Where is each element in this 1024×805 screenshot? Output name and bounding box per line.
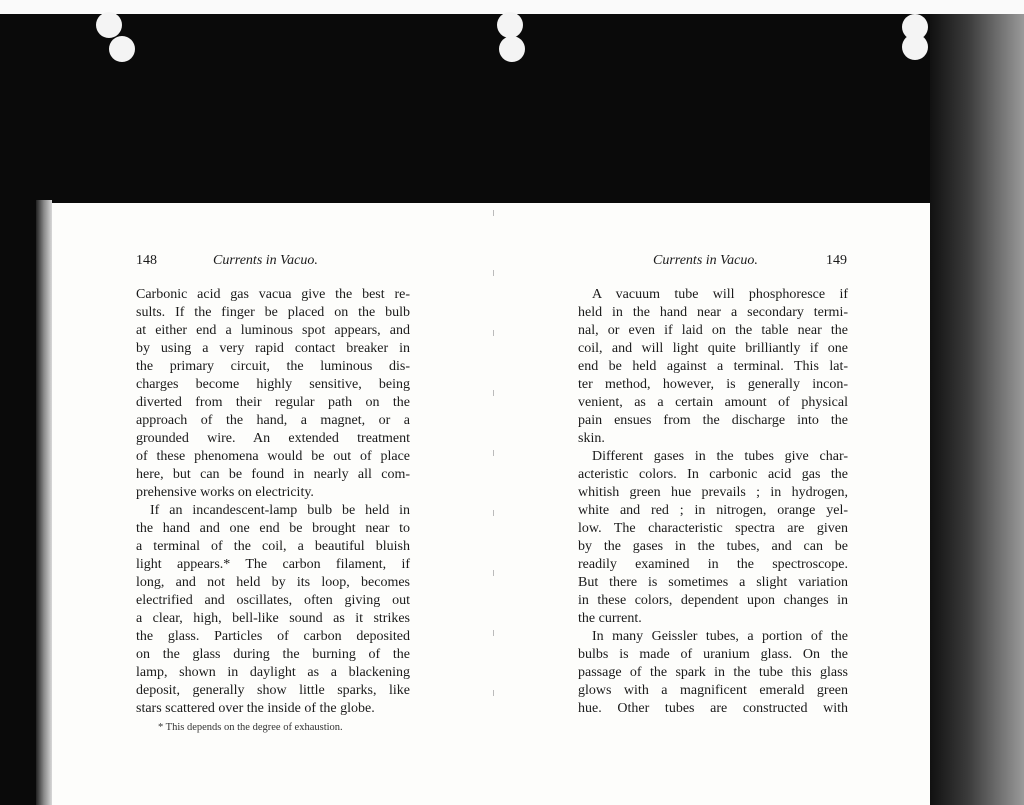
- text-line: [578, 664, 848, 682]
- text-line: [136, 628, 410, 646]
- text-line-content: sults. If the finger be placed on the bulb: [136, 305, 410, 320]
- text-line-content: approach of the hand, a magnet, or a: [136, 413, 410, 428]
- text-line: [578, 484, 848, 502]
- text-line-content: the hand and one end be brought near to: [136, 521, 410, 536]
- text-line-content: white and red ; in nitrogen, orange yel-: [578, 503, 848, 518]
- text-line: [578, 430, 848, 448]
- text-line-content: hue. Other tubes are constructed with: [578, 701, 848, 716]
- text-line: [592, 448, 848, 466]
- text-line-content: long, and not held by its loop, becomes: [136, 575, 410, 590]
- punch-hole: [497, 12, 523, 38]
- text-line: [136, 646, 410, 664]
- footnote: * This depends on the degree of exhaustion.: [158, 722, 343, 733]
- text-line-content: a terminal of the coil, a beautiful bluish: [136, 539, 410, 554]
- text-line: [578, 394, 848, 412]
- text-line-content: the primary circuit, the luminous dis-: [136, 359, 410, 374]
- text-line: [578, 682, 848, 700]
- text-line: [578, 646, 848, 664]
- text-line: [578, 538, 848, 556]
- text-line-content: on the glass during the burning of the: [136, 647, 410, 662]
- text-line: [136, 448, 410, 466]
- text-line-content: coil, and will light quite brilliantly if one: [578, 341, 848, 356]
- text-line: [578, 520, 848, 538]
- text-line-content: ter method, however, is generally incon-: [578, 377, 848, 392]
- text-line-content: whitish green hue prevails ; in hydrogen,: [578, 485, 848, 500]
- text-line-content: Carbonic acid gas vacua give the best re-: [136, 287, 410, 302]
- running-title: Currents in Vacuo.: [653, 253, 758, 268]
- book-edge: [36, 200, 52, 805]
- text-line: [578, 574, 848, 592]
- punch-hole: [109, 36, 135, 62]
- text-line: [578, 340, 848, 358]
- text-line: [578, 376, 848, 394]
- text-line: [578, 610, 848, 628]
- text-line-content: pain ensues from the discharge into the: [578, 413, 848, 428]
- text-line: [136, 592, 410, 610]
- text-line: [150, 502, 410, 520]
- text-line: [578, 412, 848, 430]
- text-line: [578, 304, 848, 322]
- text-line-content: stars scattered over the inside of the globe.: [136, 701, 375, 716]
- text-line-content: glows with a magnificent emerald green: [578, 683, 848, 698]
- text-line: [136, 430, 410, 448]
- text-line-content: deposit, generally show little sparks, like: [136, 683, 410, 698]
- punch-hole: [902, 34, 928, 60]
- text-line: [578, 358, 848, 376]
- text-line: [136, 520, 410, 538]
- text-line: [136, 664, 410, 682]
- text-line-content: In many Geissler tubes, a portion of the: [592, 629, 848, 644]
- text-line: [136, 610, 410, 628]
- text-line: [136, 394, 410, 412]
- text-line: [136, 376, 410, 394]
- text-line-content: A vacuum tube will phosphoresce if: [592, 287, 848, 302]
- text-line-content: the glass. Particles of carbon deposited: [136, 629, 410, 644]
- text-line-content: passage of the spark in the tube this glass: [578, 665, 848, 680]
- text-line: [136, 286, 410, 304]
- text-line-content: venient, as a certain amount of physical: [578, 395, 848, 410]
- text-line: [136, 556, 410, 574]
- text-line: [578, 502, 848, 520]
- text-line-content: prehensive works on electricity.: [136, 485, 314, 500]
- book-gutter: [493, 210, 494, 750]
- text-line-content: light appears.* The carbon filament, if: [136, 557, 410, 572]
- page-number: 149: [826, 253, 847, 268]
- text-line-content: Different gases in the tubes give char-: [592, 449, 848, 464]
- text-line: [136, 466, 410, 484]
- text-line-content: charges become highly sensitive, being: [136, 377, 410, 392]
- text-line-content: held in the hand near a secondary termi-: [578, 305, 848, 320]
- text-line: [578, 322, 848, 340]
- scan-right-shadow: [930, 14, 1024, 805]
- text-line-content: lamp, shown in daylight as a blackening: [136, 665, 410, 680]
- text-line-content: by using a very rapid contact breaker in: [136, 341, 410, 356]
- text-line: [136, 574, 410, 592]
- text-line: [136, 340, 410, 358]
- text-line: [592, 628, 848, 646]
- text-line-content: by the gases in the tubes, and can be: [578, 539, 848, 554]
- text-line-content: nal, or even if laid on the table near the: [578, 323, 848, 338]
- running-title: Currents in Vacuo.: [213, 253, 318, 268]
- text-line: [136, 682, 410, 700]
- text-line-content: here, but can be found in nearly all com-: [136, 467, 410, 482]
- text-line-content: electrified and oscillates, often giving out: [136, 593, 410, 608]
- text-line: [592, 286, 848, 304]
- text-line: [578, 466, 848, 484]
- text-line: [136, 484, 410, 502]
- text-line: [136, 322, 410, 340]
- text-line-content: a clear, high, bell-like sound as it strikes: [136, 611, 410, 626]
- text-line-content: of these phenomena would be out of place: [136, 449, 410, 464]
- text-line: [578, 556, 848, 574]
- text-line-content: But there is sometimes a slight variation: [578, 575, 848, 590]
- text-line-content: at either end a luminous spot appears, and: [136, 323, 410, 338]
- text-line-content: readily examined in the spectroscope.: [578, 557, 848, 572]
- text-line: [578, 700, 848, 718]
- page-number: 148: [136, 253, 157, 268]
- text-line-content: diverted from their regular path on the: [136, 395, 410, 410]
- text-line-content: low. The characteristic spectra are given: [578, 521, 848, 536]
- text-line: [136, 538, 410, 556]
- text-line-content: skin.: [578, 431, 605, 446]
- text-line-content: the current.: [578, 611, 642, 626]
- text-line: [136, 700, 410, 718]
- text-line: [136, 412, 410, 430]
- text-line-content: grounded wire. An extended treatment: [136, 431, 410, 446]
- text-line-content: in these colors, dependent upon changes in: [578, 593, 848, 608]
- text-line-content: If an incandescent-lamp bulb be held in: [150, 503, 410, 518]
- punch-hole: [499, 36, 525, 62]
- punch-hole: [96, 12, 122, 38]
- text-line-content: end be held against a terminal. This lat-: [578, 359, 848, 374]
- text-line: [136, 358, 410, 376]
- text-line: [136, 304, 410, 322]
- text-line-content: acteristic colors. In carbonic acid gas the: [578, 467, 848, 482]
- text-line: [578, 592, 848, 610]
- text-line-content: bulbs is made of uranium glass. On the: [578, 647, 848, 662]
